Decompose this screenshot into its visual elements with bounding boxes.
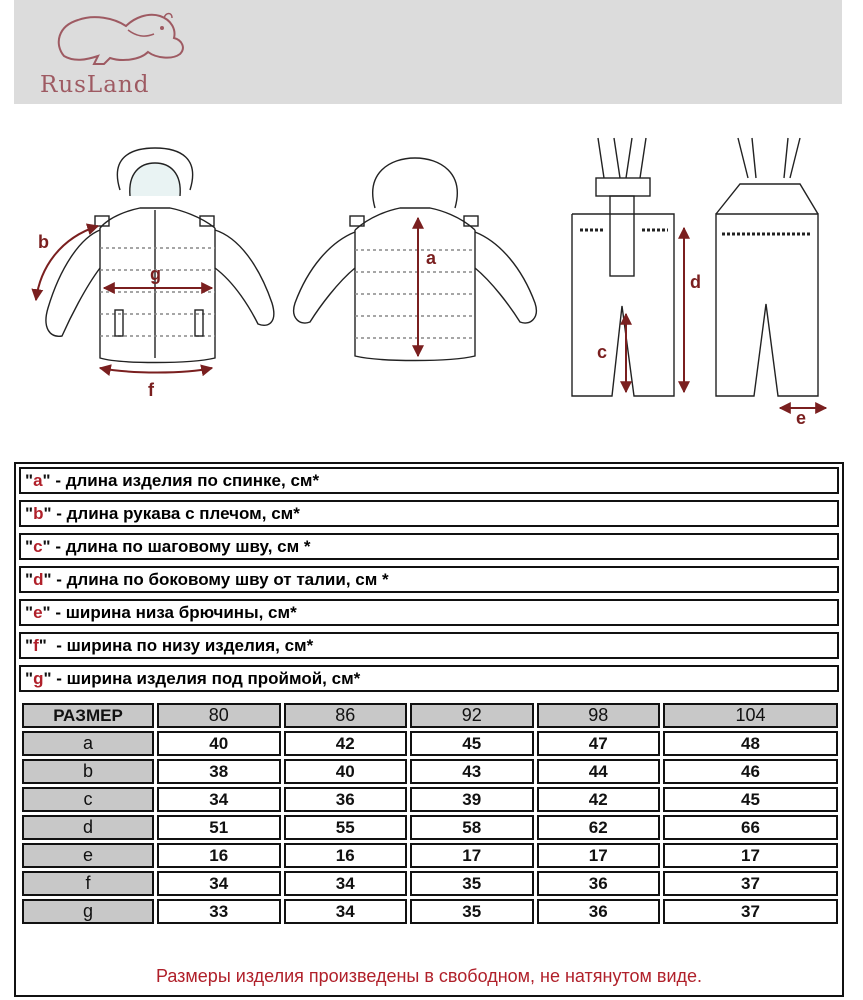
size-cell: 42	[537, 787, 661, 812]
size-cell: 42	[284, 731, 408, 756]
legend-row-b	[19, 500, 839, 527]
size-cell: 39	[410, 787, 534, 812]
size-cell: 34	[284, 871, 408, 896]
size-row-g	[22, 899, 838, 924]
size-cell: 47	[537, 731, 661, 756]
size-cell: 43	[410, 759, 534, 784]
quote-mark: "	[25, 603, 34, 622]
legend-row-e	[19, 599, 839, 626]
quote-mark: "	[43, 669, 52, 688]
legend-text: - ширина по низу изделия, см*	[46, 636, 314, 655]
quote-mark: "	[42, 471, 51, 490]
legend-row-f	[19, 632, 839, 659]
size-col-header: 104	[663, 703, 838, 728]
quote-mark: "	[25, 636, 34, 655]
size-cell: 55	[284, 815, 408, 840]
row-label: f	[22, 871, 154, 896]
legend-text: - ширина низа брючины, см*	[50, 603, 297, 622]
quote-mark: "	[42, 603, 51, 622]
size-col-header: 86	[284, 703, 408, 728]
legend-row-g	[19, 665, 839, 692]
label-c: c	[597, 342, 608, 362]
legend-key: f	[33, 636, 39, 655]
row-label: e	[22, 843, 154, 868]
brand-name: RusLand	[40, 72, 150, 98]
size-cell: 58	[410, 815, 534, 840]
quote-mark: "	[25, 537, 34, 556]
quote-mark: "	[43, 504, 52, 523]
jacket-back-drawing	[294, 158, 537, 361]
size-col-header: 92	[410, 703, 534, 728]
size-cell: 62	[537, 815, 661, 840]
row-label: g	[22, 899, 154, 924]
overalls-front-drawing	[572, 138, 674, 396]
size-row-d	[22, 815, 838, 840]
header-band	[14, 0, 842, 104]
label-f: f	[148, 380, 154, 400]
legend-row-d	[19, 566, 839, 593]
legend-key: d	[33, 570, 44, 589]
size-cell: 34	[284, 899, 408, 924]
row-label: d	[22, 815, 154, 840]
size-col-header: 80	[157, 703, 281, 728]
size-cell: 17	[663, 843, 838, 868]
size-cell: 16	[157, 843, 281, 868]
size-cell: 37	[663, 871, 838, 896]
quote-mark: "	[25, 504, 34, 523]
legend-key: g	[33, 669, 44, 688]
quote-mark: "	[38, 636, 47, 655]
size-row-f	[22, 871, 838, 896]
legend-text: - длина по шаговому шву, см *	[50, 537, 311, 556]
size-cell: 36	[284, 787, 408, 812]
size-row-a	[22, 731, 838, 756]
row-label: b	[22, 759, 154, 784]
size-cell: 40	[157, 731, 281, 756]
size-cell: 51	[157, 815, 281, 840]
legend-key: a	[33, 471, 43, 490]
footnote: Размеры изделия произведены в свободном, не натянутом виде.	[155, 966, 703, 986]
label-d: d	[690, 272, 701, 292]
label-g: g	[150, 264, 161, 284]
size-cell: 33	[157, 899, 281, 924]
size-header-row	[22, 703, 838, 728]
legend-key: e	[33, 603, 43, 622]
legend-text: - ширина изделия под проймой, см*	[51, 669, 361, 688]
size-header-label: РАЗМЕР	[22, 703, 154, 728]
legend-text: - длина рукава с плечом, см*	[51, 504, 300, 523]
size-col-header: 98	[537, 703, 661, 728]
size-cell: 17	[537, 843, 661, 868]
legend-row-a	[19, 467, 839, 494]
size-cell: 44	[537, 759, 661, 784]
label-b: b	[38, 232, 49, 252]
size-row-b	[22, 759, 838, 784]
size-cell: 16	[284, 843, 408, 868]
label-e: e	[796, 408, 807, 428]
legend-text: - длина по боковому шву от талии, см *	[51, 570, 389, 589]
size-row-e	[22, 843, 838, 868]
size-cell: 48	[663, 731, 838, 756]
legend-row-c	[19, 533, 839, 560]
size-chart	[14, 462, 844, 997]
size-cell: 36	[537, 899, 661, 924]
overalls-back-drawing	[716, 138, 818, 396]
size-cell: 34	[157, 787, 281, 812]
garment-diagram	[0, 118, 863, 448]
size-cell: 38	[157, 759, 281, 784]
quote-mark: "	[43, 570, 52, 589]
bear-logo-icon	[44, 4, 204, 66]
quote-mark: "	[25, 471, 34, 490]
jacket-front-drawing	[46, 148, 274, 363]
quote-mark: "	[25, 570, 34, 589]
size-cell: 37	[663, 899, 838, 924]
row-label: a	[22, 731, 154, 756]
size-row-c	[22, 787, 838, 812]
size-cell: 35	[410, 899, 534, 924]
legend-key: b	[33, 504, 44, 523]
size-cell: 34	[157, 871, 281, 896]
size-cell: 35	[410, 871, 534, 896]
quote-mark: "	[42, 537, 51, 556]
size-cell: 40	[284, 759, 408, 784]
size-cell: 66	[663, 815, 838, 840]
size-cell: 45	[663, 787, 838, 812]
legend-key: c	[33, 537, 43, 556]
size-table	[19, 700, 841, 927]
quote-mark: "	[25, 669, 34, 688]
size-cell: 36	[537, 871, 661, 896]
row-label: c	[22, 787, 154, 812]
size-cell: 46	[663, 759, 838, 784]
label-a: a	[426, 248, 437, 268]
size-cell: 45	[410, 731, 534, 756]
legend-text: - длина изделия по спинке, см*	[50, 471, 320, 490]
size-cell: 17	[410, 843, 534, 868]
